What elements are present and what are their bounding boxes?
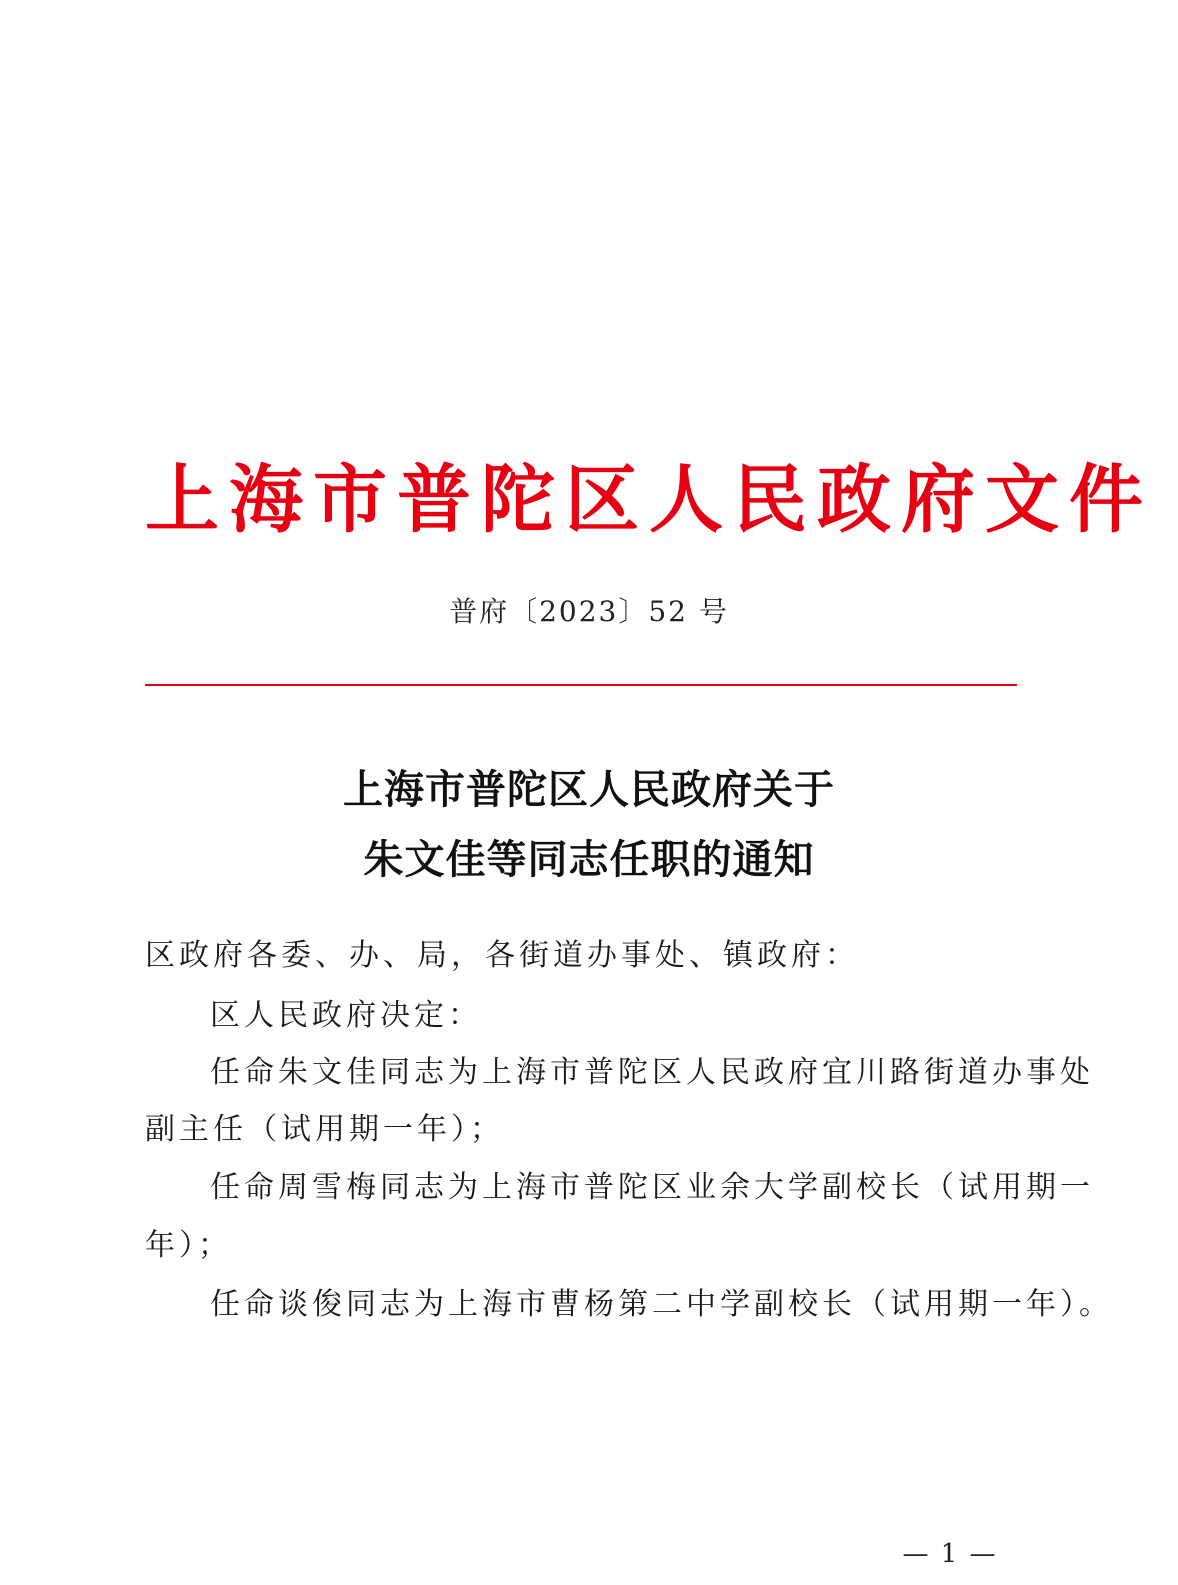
notice-title-line-1: 上海市普陀区人民政府关于 <box>343 767 835 813</box>
appointment-1-line-2: 副主任（试用期一年）； <box>145 1112 504 1147</box>
red-divider-line <box>145 684 1017 686</box>
page-number: — 1 — <box>902 1539 998 1569</box>
appointment-1-line-1: 任命朱文佳同志为上海市普陀区人民政府宜川路街道办事处 <box>210 1055 1094 1090</box>
notice-title-line-2: 朱文佳等同志任职的通知 <box>363 837 815 883</box>
appointment-2-line-1: 任命周雪梅同志为上海市普陀区业余大学副校长（试用期一 <box>210 1170 1094 1205</box>
decision-statement: 区人民政府决定： <box>210 998 482 1033</box>
appointment-2-line-2: 年）； <box>145 1228 232 1263</box>
salutation: 区政府各委、办、局，各街道办事处、镇政府： <box>145 938 859 973</box>
document-number: 普府〔2023〕52 号 <box>449 595 729 628</box>
appointment-3: 任命谈俊同志为上海市曹杨第二中学副校长（试用期一年）。 <box>210 1287 1113 1322</box>
masthead-title: 上海市普陀区人民政府文件 <box>145 457 1153 543</box>
